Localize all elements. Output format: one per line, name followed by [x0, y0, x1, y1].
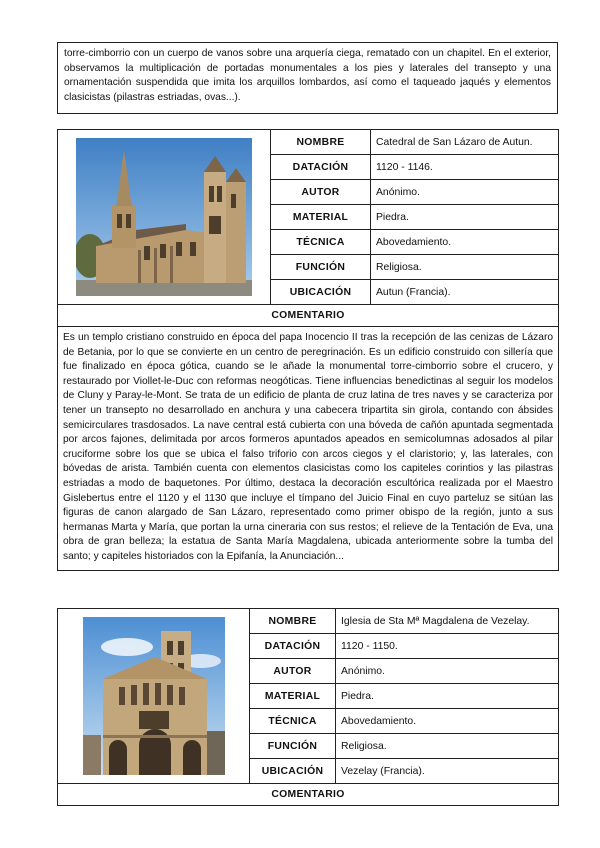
- row-label-tecnica: TÉCNICA: [250, 709, 336, 734]
- row-value-ubicacion: Autun (Francia).: [371, 280, 559, 305]
- row-label-material: MATERIAL: [250, 684, 336, 709]
- row-label-ubicacion: UBICACIÓN: [271, 280, 371, 305]
- comment-header: COMENTARIO: [58, 305, 559, 327]
- row-label-nombre: NOMBRE: [250, 609, 336, 634]
- row-value-autor: Anónimo.: [371, 180, 559, 205]
- row-value-ubicacion: Vezelay (Francia).: [336, 759, 559, 784]
- row-value-datacion: 1120 - 1150.: [336, 634, 559, 659]
- intro-text-box: [57, 42, 558, 114]
- comment-cell: [58, 327, 559, 571]
- row-label-funcion: FUNCIÓN: [250, 734, 336, 759]
- row-value-tecnica: Abovedamiento.: [336, 709, 559, 734]
- row-label-autor: AUTOR: [271, 180, 371, 205]
- row-label-nombre: NOMBRE: [271, 130, 371, 155]
- intro-paragraph: torre-cimborrio con un cuerpo de vanos sobre una arquería ciega, rematado con un chapitel. En el exterior, observamos la multiplicación de portadas monumentales a los pies y laterales del transepto y una ornamentación suspendida que imita los arquillos lombardos, así como el taqueado jaqués y elementos clasicistas (pilastras estriadas, ovas...).: [64, 48, 551, 103]
- row-value-nombre: Catedral de San Lázaro de Autun.: [371, 130, 559, 155]
- row-value-tecnica: Abovedamiento.: [371, 230, 559, 255]
- row-value-autor: Anónimo.: [336, 659, 559, 684]
- artwork-card-vezelay: [57, 608, 559, 806]
- comment-header: COMENTARIO: [58, 784, 559, 806]
- row-label-datacion: DATACIÓN: [271, 155, 371, 180]
- row-label-datacion: DATACIÓN: [250, 634, 336, 659]
- row-value-material: Piedra.: [336, 684, 559, 709]
- basilica-image-cell: [58, 609, 250, 784]
- row-value-funcion: Religiosa.: [336, 734, 559, 759]
- cathedral-image-cell: [58, 130, 271, 305]
- row-value-datacion: 1120 - 1146.: [371, 155, 559, 180]
- row-label-autor: AUTOR: [250, 659, 336, 684]
- row-value-funcion: Religiosa.: [371, 255, 559, 280]
- row-label-ubicacion: UBICACIÓN: [250, 759, 336, 784]
- row-label-funcion: FUNCIÓN: [271, 255, 371, 280]
- row-value-material: Piedra.: [371, 205, 559, 230]
- basilica-facade-photo-icon: [83, 617, 225, 775]
- comment-text: Es un templo cristiano construido en época del papa Inocencio II tras la recepción de las cenizas de Lázaro de Betania, por lo que se convierte en un centro de peregrinación. Es un edificio construido con sillería que fue finalizado en época gótica, cuando se le añade la monumental torre-cimborrio sobre el crucero, y restaurado por Viollet-le-Duc con reformas neogóticas. Tiene influencias benedictinas al seguir los modelos de Cluny y Paray-le-Mont. Se trata de un edificio de planta de cruz latina de tres naves y se caracteriza por tener un transepto no desarrollado en anchura y una cabecera tripartita sin girola, contando con ábsides semicirculares trasdosados. La nave central está cubierta con una bóveda de cañón apuntada segmentada por arcos fajones, delimitada por arcos formeros apuntados apeados en semicolumnas adosados al pilar cruciforme sobre los que se ubica el falso triforio con arcos ciegos y el claristorio; y, las laterales, con bóvedas de arista. También cuenta con elementos clasicistas como los capiteles corintios y las pilastras estriadas a modo de baquetones. Por último, destaca la decoración escultórica realizada por el Maestro Gislebertus entre el 1120 y el 1130 que incluye el tímpano del Juicio Final en cuyo parteluz se sitúan las figuras de canon alargado de San Lázaro, representado como primer obispo de la región, junto a sus hermanas Marta y María, que portan la urna cineraria con sus restos; el relieve de la Tentación de Eva, una obra de gran belleza; la estatua de Santa María Magdalena, ubicada anteriormente sobre la tumba del santo; y capiteles historiados con la Epifanía, la Anunciación...: [63, 332, 553, 562]
- row-label-tecnica: TÉCNICA: [271, 230, 371, 255]
- artwork-card-autun: [57, 129, 559, 571]
- row-label-material: MATERIAL: [271, 205, 371, 230]
- row-value-nombre: Iglesia de Sta Mª Magdalena de Vezelay.: [336, 609, 559, 634]
- cathedral-photo-icon: [76, 138, 252, 296]
